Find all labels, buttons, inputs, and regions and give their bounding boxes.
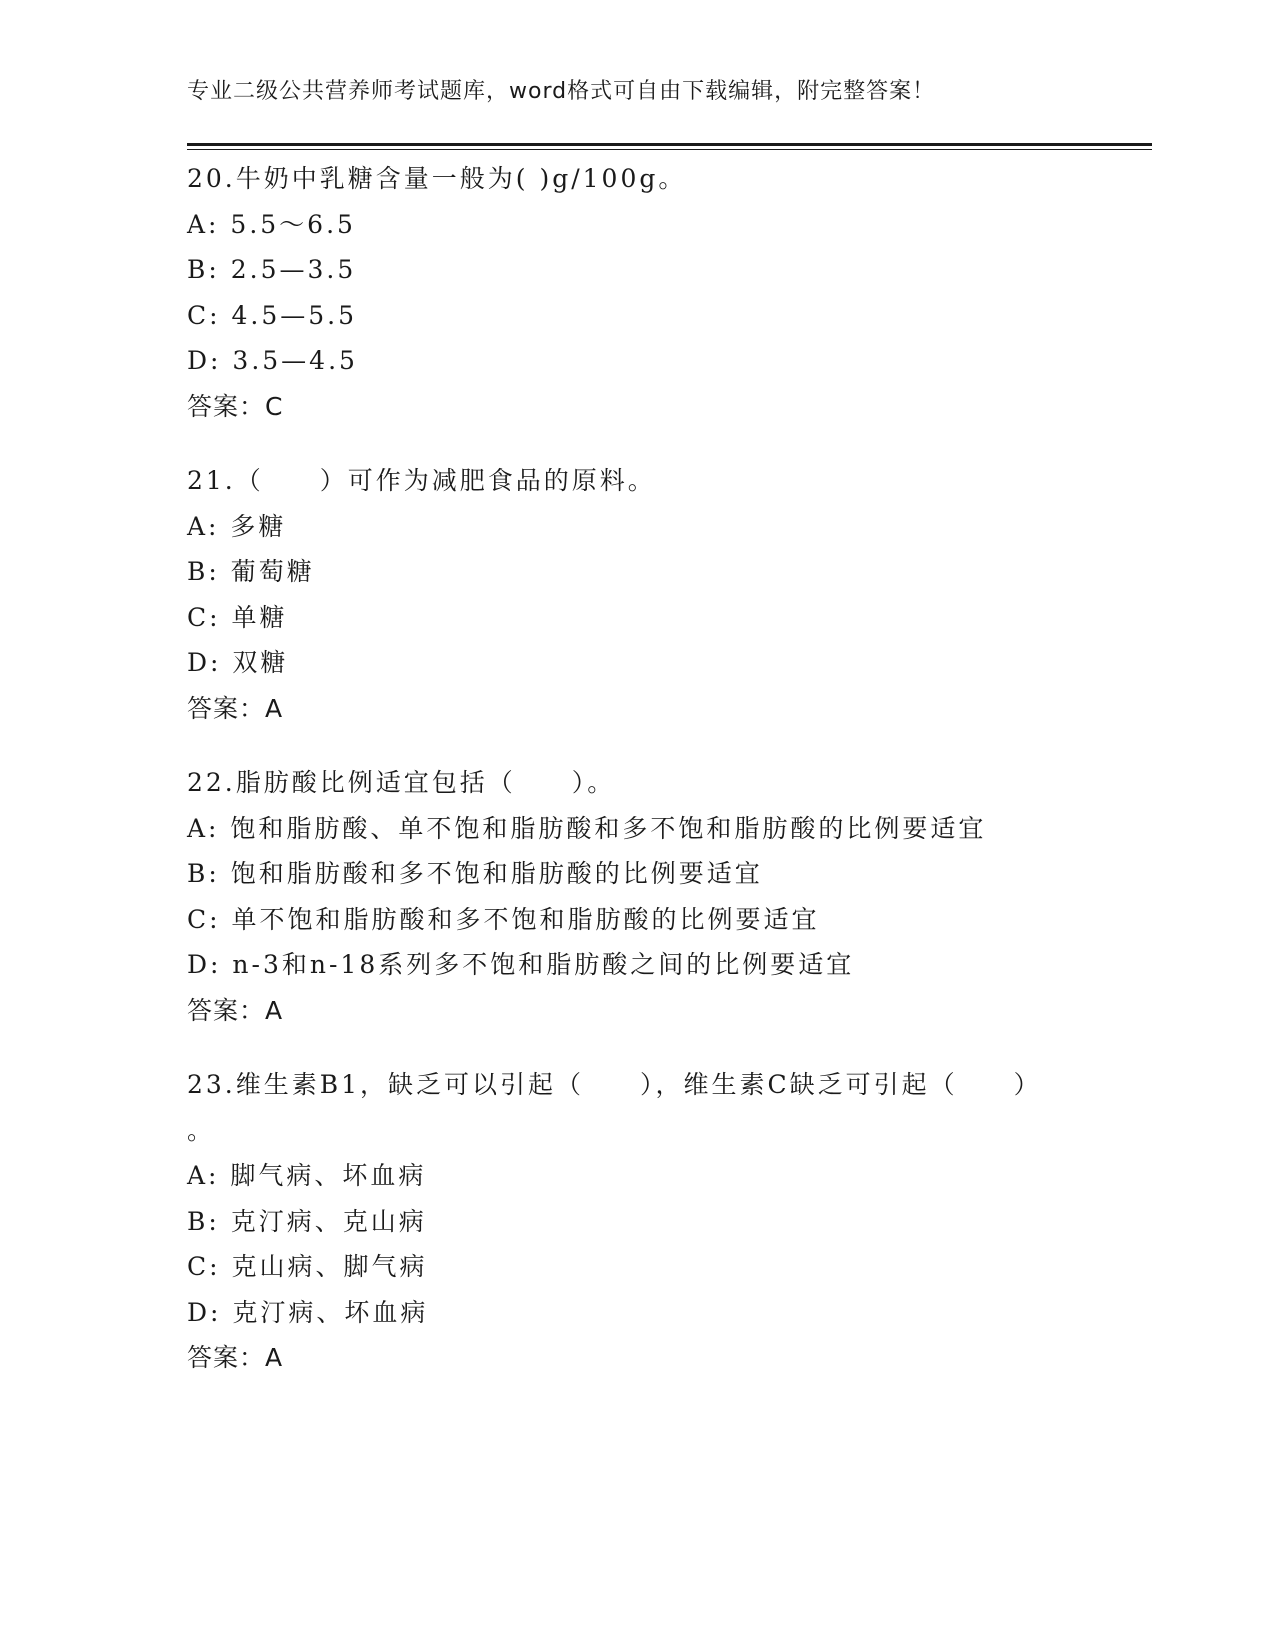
question-stem: 21.（ ）可作为减肥食品的原料。 <box>187 466 656 495</box>
header-rule-thick <box>187 143 1152 146</box>
question-22 <box>187 760 1152 1033</box>
question-stem: 20.牛奶中乳糖含量一般为( )g/100g。 <box>187 164 687 193</box>
option-c: C: 单不饱和脂肪酸和多不饱和脂肪酸的比例要适宜 <box>187 904 820 934</box>
option-c: C: 克山病、脚气病 <box>187 1252 428 1281</box>
option-c: C: 单糖 <box>187 602 288 632</box>
option-b: B: 葡萄糖 <box>187 557 315 586</box>
option-a: A: 饱和脂肪酸、单不饱和脂肪酸和多不饱和脂肪酸的比例要适宜 <box>187 813 987 843</box>
question-stem-continuation: 。 <box>187 1115 216 1145</box>
option-d: D: n-3和n-18系列多不饱和脂肪酸之间的比例要适宜 <box>187 950 855 979</box>
option-d: D: 双糖 <box>187 648 289 677</box>
answer-label: 答案：A <box>187 1343 284 1372</box>
question-list <box>187 156 1152 1410</box>
answer-label: 答案：A <box>187 693 284 723</box>
option-d: D: 克汀病、坏血病 <box>187 1297 429 1327</box>
option-b: B: 2.5—3.5 <box>187 255 357 284</box>
option-b: B: 克汀病、克山病 <box>187 1206 427 1236</box>
option-a: A: 5.5～6.5 <box>187 209 356 239</box>
answer-label: 答案：C <box>187 391 284 421</box>
question-23 <box>187 1062 1152 1381</box>
option-d: D: 3.5—4.5 <box>187 346 358 375</box>
question-21 <box>187 458 1152 731</box>
answer-label: 答案：A <box>187 995 284 1025</box>
page-header: 专业二级公共营养师考试题库，word格式可自由下载编辑，附完整答案！ <box>187 79 936 104</box>
question-stem: 22.脂肪酸比例适宜包括（ ）。 <box>187 768 616 797</box>
option-a: A: 多糖 <box>187 511 287 541</box>
option-b: B: 饱和脂肪酸和多不饱和脂肪酸的比例要适宜 <box>187 859 763 888</box>
header-rule-thin <box>187 149 1152 150</box>
question-20 <box>187 156 1152 429</box>
question-stem: 23.维生素B1，缺乏可以引起（ ），维生素C缺乏可引起（ ） <box>187 1070 1042 1099</box>
option-a: A: 脚气病、坏血病 <box>187 1161 427 1190</box>
option-c: C: 4.5—5.5 <box>187 300 358 330</box>
